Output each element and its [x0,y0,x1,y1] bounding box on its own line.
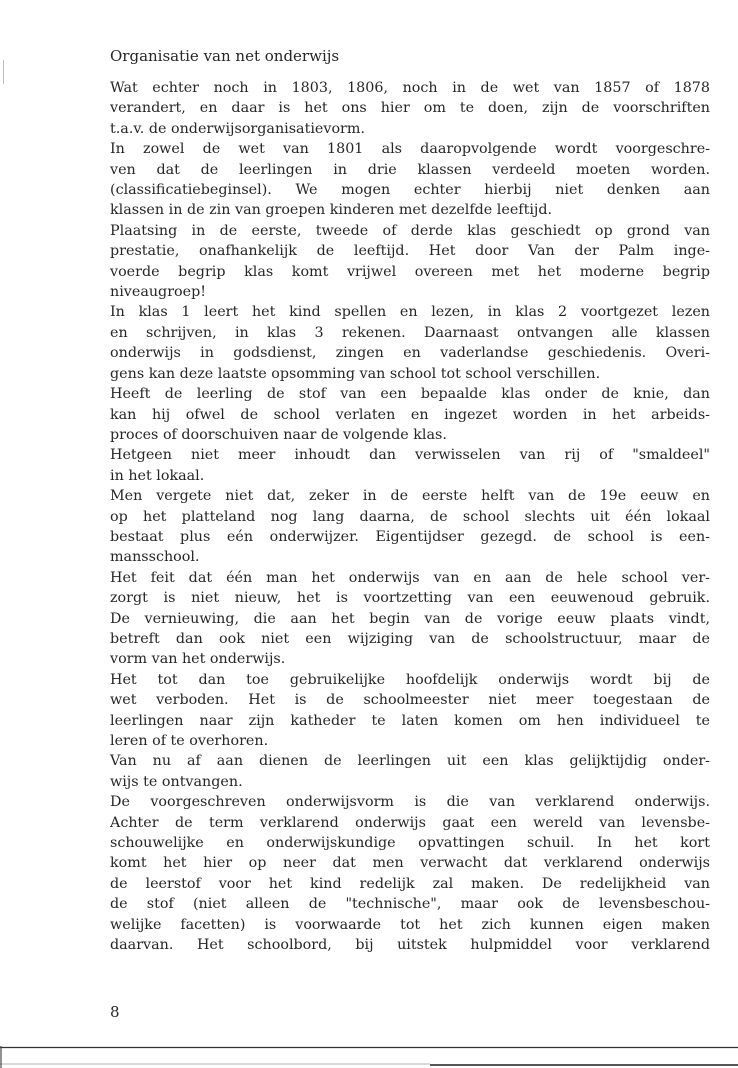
text-line: Het feit dat één man het onderwijs van en aan de hele school ver- [110,569,710,586]
text-line: betreft dan ook niet een wijziging van de schoolstructuur, maar de [110,630,710,647]
text-line: wijs te ontvangen. [110,773,243,790]
text-line: (classificatiebeginsel). We mogen echter hierbij niet denken aan [110,182,710,199]
text-line: In zowel de wet van 1801 als daaropvolgende wordt voorgeschre- [110,141,710,158]
text-line: schouwelijke en onderwijskundige opvattingen schuil. In het kort [110,835,710,852]
text-line: op het platteland nog lang daarna, de school slechts uit één lokaal [110,508,710,525]
page-number: 8 [110,1003,120,1021]
text-line: gens kan deze laatste opsomming van school tot school verschillen. [110,365,601,382]
text-line: Hetgeen niet meer inhoudt dan verwisselen van rij of "smaldeel" [110,447,710,464]
text-line: en schrijven, in klas 3 rekenen. Daarnaast ontvangen alle klassen [110,324,710,341]
text-line: t.a.v. de onderwijsorganisatievorm. [110,120,365,137]
text-line: De voorgeschreven onderwijsvorm is die van verklarend onderwijs. [110,794,710,811]
text-line: zorgt is niet nieuw, het is voortzetting van een eeuwenoud gebruik. [110,590,710,607]
text-line: bestaat plus eén onderwijzer. Eigentijdser gezegd. de school is een- [110,528,710,545]
text-line: kan hij ofwel de school verlaten en ingezet worden in het arbeids- [110,406,710,423]
scan-edge-mark [3,60,4,84]
text-line: mansschool. [110,549,200,566]
text-line: De vernieuwing, die aan het begin van de vorige eeuw plaats vindt, [110,610,710,627]
text-line: de stof (niet alleen de "technische", maar ook de levensbeschou- [110,896,710,913]
text-line: Men vergete niet dat, zeker in de eerste helft van de 19e eeuw en [110,488,710,505]
text-line: Heeft de leerling de stof van een bepaalde klas onder de knie, dan [110,386,710,403]
text-line: de leerstof voor het kind redelijk zal maken. De redelijkheid van [110,875,710,892]
text-line: Wat echter noch in 1803, 1806, noch in de wet van 1857 of 1878 [110,80,710,96]
text-line: daarvan. Het schoolbord, bij uitstek hulpmiddel voor verklarend [110,937,710,954]
text-line: in het lokaal. [110,467,205,484]
text-line: leerlingen naar zijn katheder te laten komen om hen individueel te [110,712,710,729]
text-line: niveaugroep! [110,284,207,301]
bottom-scan-rule [0,1046,738,1068]
text-line: komt het hier op neer dat men verwacht dat verklarend onderwijs [110,855,710,872]
text-line: voerde begrip klas komt vrijwel overeen met het moderne begrip [110,263,710,280]
text-line: welijke facetten) is voorwaarde tot het zich kunnen eigen maken [110,916,710,933]
text-line: Van nu af aan dienen de leerlingen uit een klas gelijktijdig onder- [110,753,710,770]
text-line: Plaatsing in de eerste, tweede of derde klas geschiedt op grond van [110,222,710,239]
page-heading: Organisatie van net onderwijs [110,47,340,65]
text-line: verandert, en daar is het ons hier om te doen, zijn de voorschriften [110,100,710,117]
text-line: vorm van het onderwijs. [110,651,286,668]
text-line: In klas 1 leert het kind spellen en lezen, in klas 2 voortgezet lezen [110,304,710,321]
text-line: Het tot dan toe gebruikelijke hoofdelijk onderwijs wordt bij de [110,671,710,688]
text-line: leren of te overhoren. [110,733,269,749]
text-line: proces of doorschuiven naar de volgende klas. [110,426,447,443]
text-line: wet verboden. Het is de schoolmeester niet meer toegestaan de [110,692,710,709]
text-line: onderwijs in godsdienst, zingen en vaderlandse geschiedenis. Overi- [110,345,710,362]
text-line: Achter de term verklarend onderwijs gaat een wereld van levensbe- [110,814,710,831]
text-line: prestatie, onafhankelijk de leeftijd. Het door Van der Palm inge- [110,243,710,260]
body-text [110,78,710,955]
text-line: ven dat de leerlingen in drie klassen verdeeld moeten worden. [110,161,710,178]
text-line: klassen in de zin van groepen kinderen met dezelfde leeftijd. [110,202,553,219]
